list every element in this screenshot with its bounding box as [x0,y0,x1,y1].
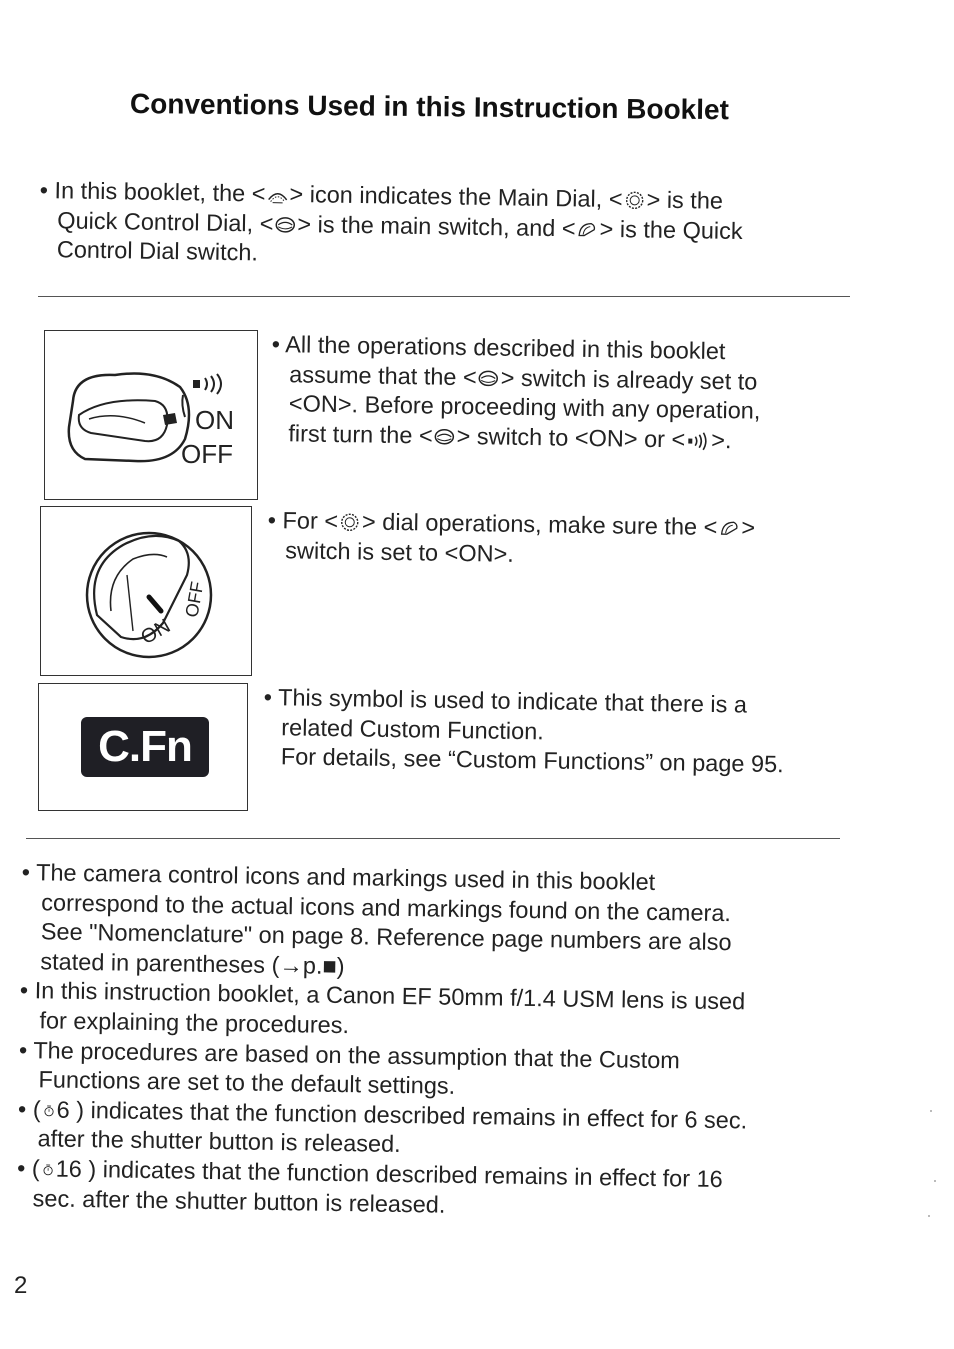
section1-text: > switch to <ON> or < [456,422,686,453]
bullet: • [19,977,29,1004]
note-text: 16 ) indicates that the function described remains in effect for 16 [55,1155,723,1192]
section3-text: This symbol is used to indicate that there is a [277,684,748,718]
timer-icon [41,1100,55,1120]
note-text: In this instruction booklet, a Canon EF 50mm f/1.4 USM lens is used [34,977,746,1015]
section2-paragraph [267,506,755,573]
scan-speck [928,1215,930,1217]
intro-paragraph [39,176,744,276]
main-switch-illustration [44,330,258,500]
page-number: 2 [14,1272,28,1299]
beep-icon [191,373,231,395]
note-text: ( [31,1155,40,1182]
notes-list [16,858,751,1225]
section1-text: first turn the < [288,419,433,449]
dial-switch-drawing [41,507,251,675]
quick-control-dial-icon [623,190,645,210]
quick-control-dial-switch-icon [718,518,740,538]
note-text: The procedures are based on the assumption that the Custom [33,1036,681,1073]
main-switch-icon [274,214,296,234]
section3-text: related Custom Function. [281,713,545,744]
bullet: • [21,858,31,886]
dial-off-label: OFF [181,579,208,619]
section2-text: > dial operations, make sure the < [361,508,718,541]
intro-text: Quick Control Dial, < [57,206,274,237]
intro-text: > is the main switch, and < [297,210,576,241]
intro-text: In this booklet, the < [54,177,266,207]
quick-control-dial-switch-illustration [40,506,252,676]
quick-control-dial-switch-icon [576,219,598,239]
section1-paragraph [270,330,761,456]
divider [38,296,850,297]
section3-paragraph [263,683,785,780]
note-text: 6 ) indicates that the function described remains in effect for 6 sec. [56,1096,748,1134]
intro-text: Control Dial switch. [56,236,259,266]
main-dial-icon [266,185,288,205]
note-text: for explaining the procedures. [39,1007,350,1039]
section1-text: <ON>. Before proceeding with any operation, [288,390,761,424]
section1-text: All the operations described in this booklet [285,331,726,365]
bullet: • [16,1154,26,1182]
intro-text: > icon indicates the Main Dial, < [289,180,623,213]
note-text: after the shutter button is released. [37,1125,401,1158]
note-text: ( [32,1095,41,1123]
intro-text: > is the Quick [599,215,743,244]
section2-text: switch is set to <ON>. [285,536,515,567]
main-switch-icon [478,368,500,388]
scan-speck [934,1180,936,1182]
quick-control-dial-icon [339,512,361,532]
bullet: • [18,1036,28,1063]
section2-text: > [741,514,756,541]
custom-function-badge: C.Fn [81,717,209,777]
divider [26,838,840,839]
beep-icon [686,430,710,450]
section2-text: For < [282,507,339,535]
bullet: • [17,1095,27,1122]
scan-speck [930,1110,932,1112]
section1-text: >. [711,426,732,453]
note-text: Functions are set to the default settings. [38,1066,456,1099]
section3-text: For details, see “Custom Functions” on page 95. [280,743,784,778]
note-text: See "Nomenclature" on page 8. Reference page numbers are also [40,918,732,956]
custom-function-box [38,683,248,811]
timer-icon [41,1159,55,1179]
note-text: stated in parentheses (→p.■) [40,948,345,979]
bullet: • [271,330,281,358]
switch-off-label: OFF [181,439,233,469]
bullet: • [267,506,277,534]
intro-text: > is the [646,186,724,214]
main-switch-icon [434,426,456,446]
page-title: Conventions Used in this Instruction Booklet [129,88,730,126]
note-text: The camera control icons and markings used in this booklet [35,859,656,895]
bullet: • [263,683,273,711]
section1-text: > switch is already set to [500,364,758,395]
dial-on-label: ON [137,615,175,650]
note-text: sec. after the shutter button is released. [32,1184,446,1218]
note-text: correspond to the actual icons and markings found on the camera. [41,888,732,926]
switch-on-label: ON [195,405,234,435]
bullet: • [39,176,49,204]
section1-text: assume that the < [289,360,477,390]
